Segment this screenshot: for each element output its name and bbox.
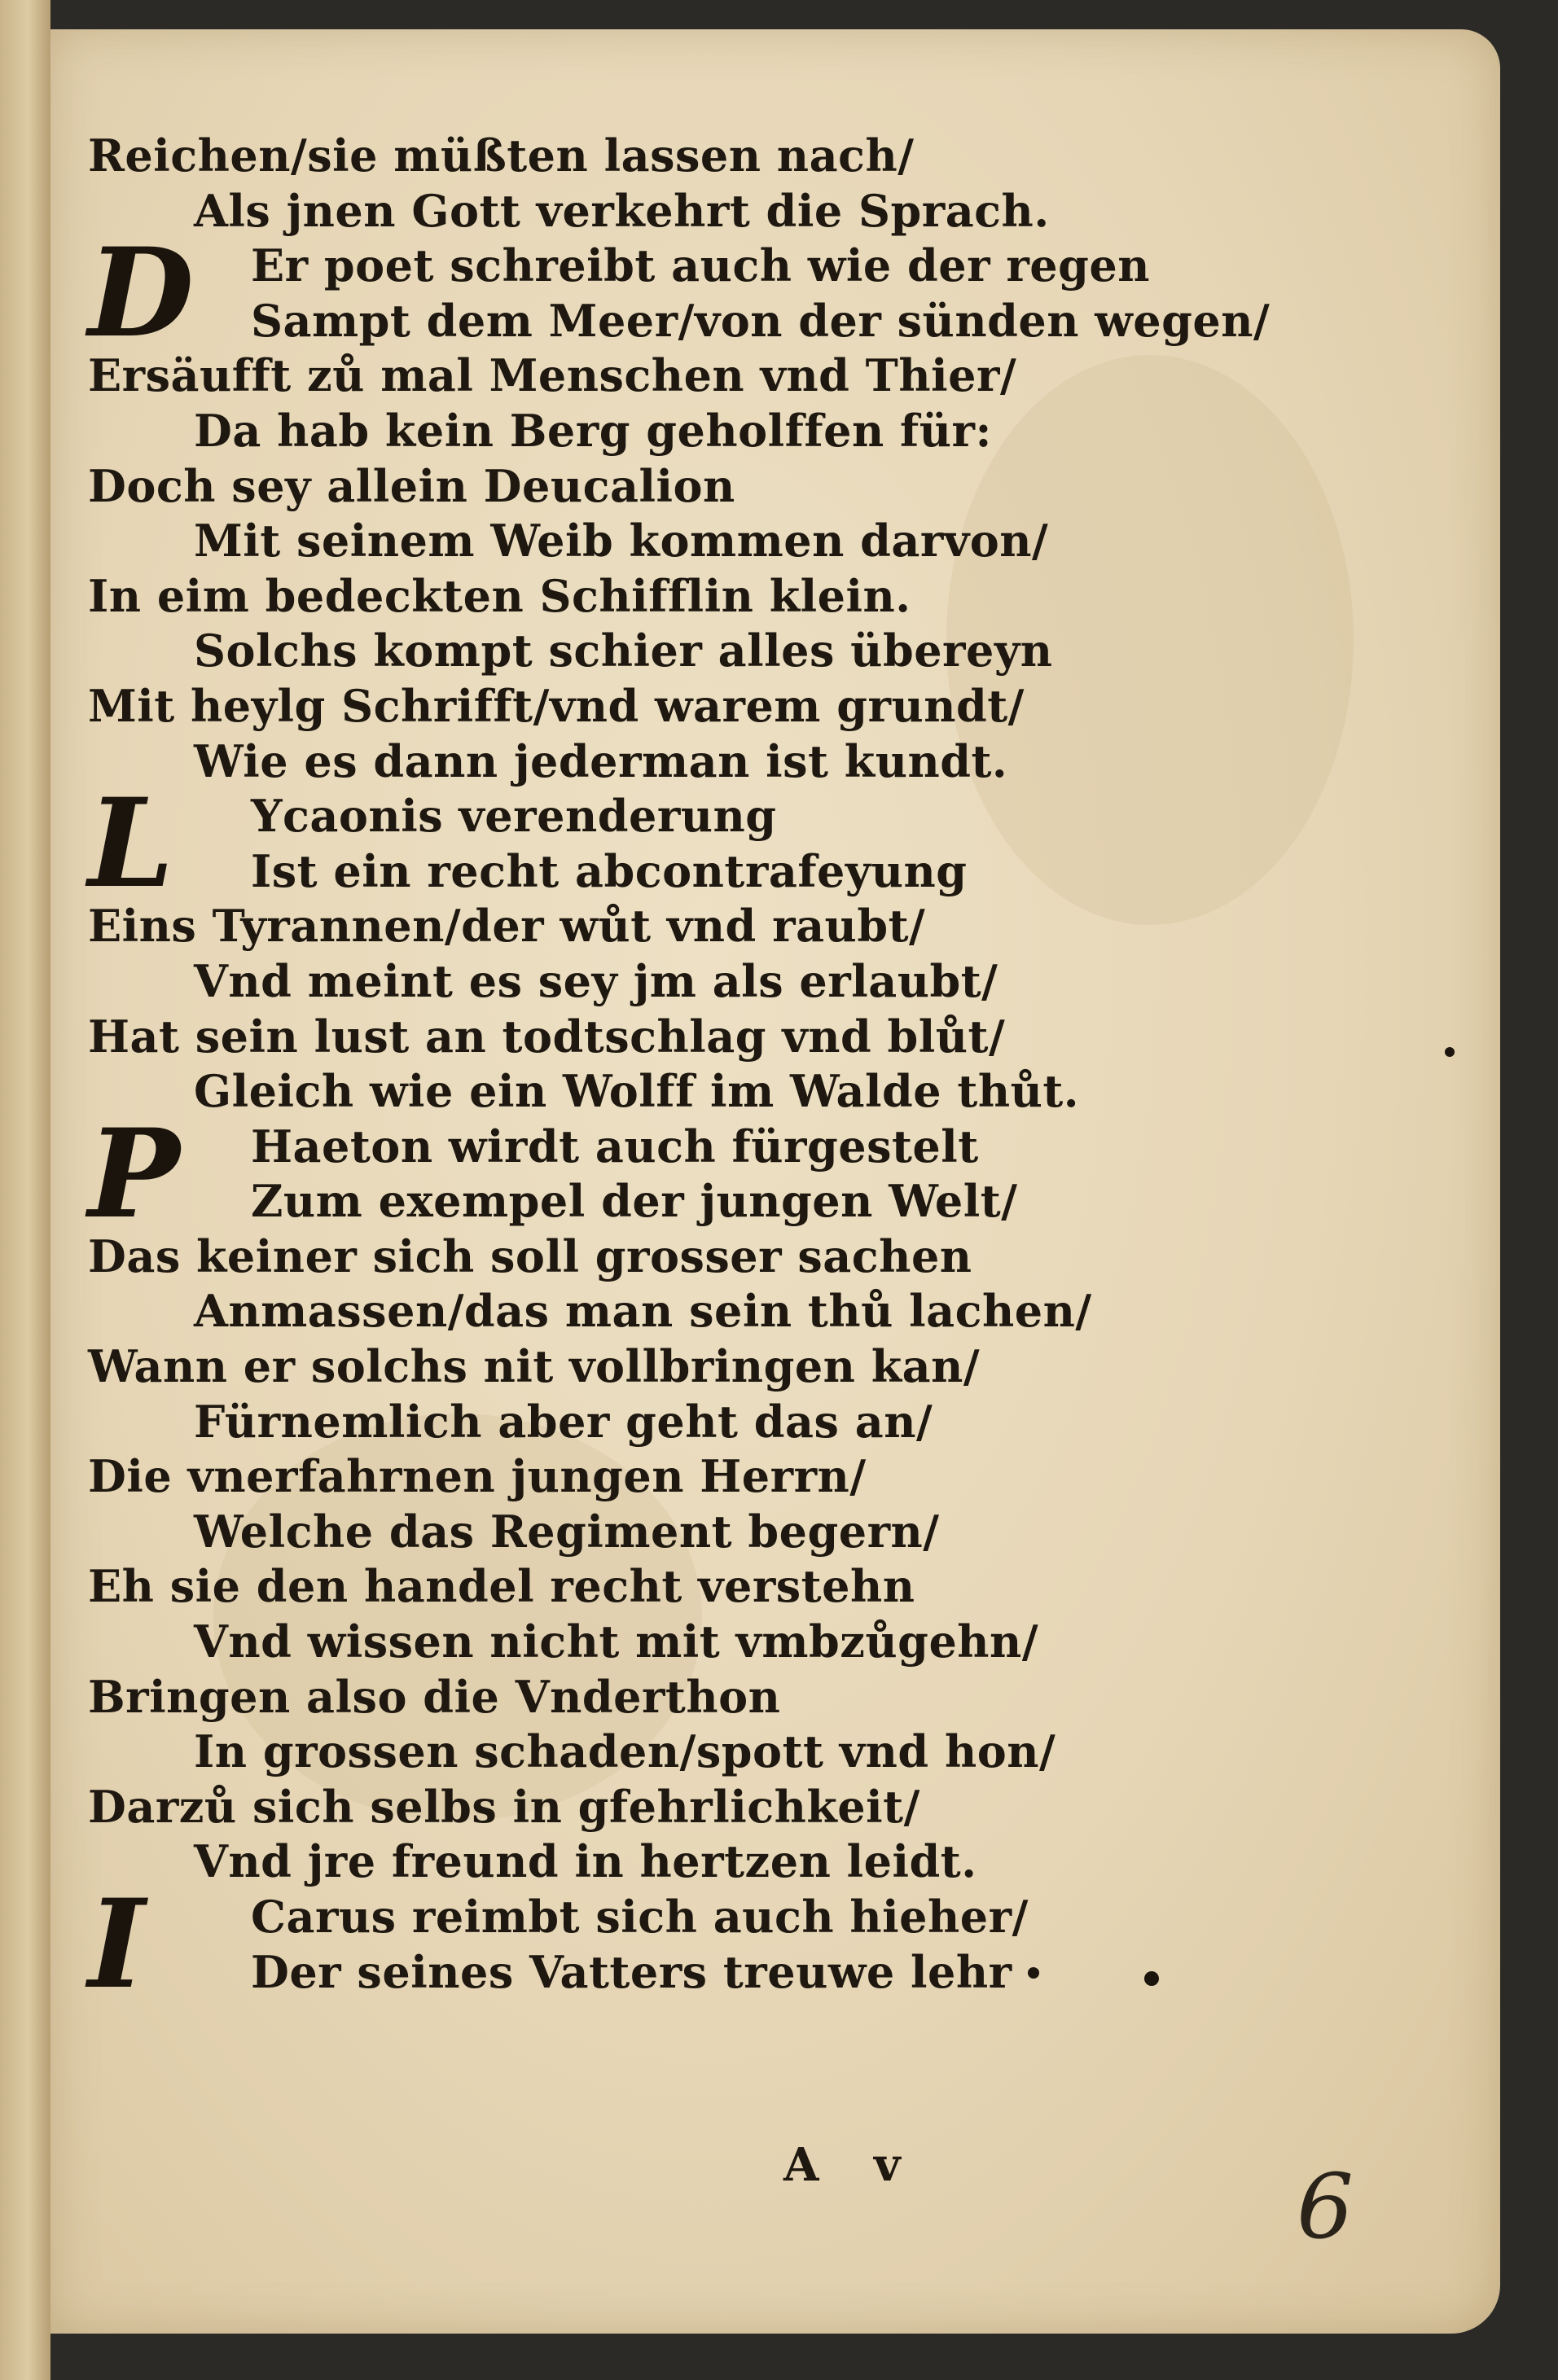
verse-line: Die vnerfahrnen jungen Herrn/ (88, 1450, 867, 1503)
verse-line: Das keiner sich soll grosser sachen (88, 1229, 972, 1282)
verse-line: Haeton wirdt auch fürgestelt (251, 1120, 979, 1172)
verse-line: Eins Tyrannen/der wůt vnd raubt/ (88, 900, 926, 953)
verse-line: Er poet schreibt auch wie der regen (251, 239, 1151, 292)
verse-line: Wann er solchs nit vollbringen kan/ (88, 1340, 981, 1393)
verse-line: Mit heylg Schrifft/vnd warem grundt/ (88, 679, 1025, 732)
ink-dot (1445, 1047, 1455, 1057)
verse-line: Bringen also die Vnderthon (88, 1670, 781, 1723)
verse-line: In grossen schaden/spott vnd hon/ (194, 1725, 1056, 1778)
stanza (88, 1873, 1456, 2016)
verse-line: Eh sie den handel recht verstehn (88, 1560, 915, 1613)
drop-cap-initial: L (88, 772, 174, 916)
verse-line: Da hab kein Berg geholffen für: (194, 404, 992, 457)
signature-mark: A v (783, 2138, 920, 2192)
verse-line: Ersäufft zů mal Menschen vnd Thier/ (88, 349, 1017, 402)
verse-line: Ycaonis verenderung (251, 790, 777, 843)
drop-cap-initial: P (88, 1102, 180, 1246)
stanza (88, 772, 1456, 1120)
verse-line: Vnd wissen nicht mit vmbzůgehn/ (194, 1615, 1039, 1668)
verse-line: Gleich wie ein Wolff im Walde thůt. (194, 1065, 1080, 1118)
ink-dot (1028, 1967, 1039, 1979)
verse-line: Fürnemlich aber geht das an/ (194, 1395, 933, 1448)
verse-line: Vnd jre freund in hertzen leidt. (194, 1835, 977, 1888)
verse-line: Zum exempel der jungen Welt/ (251, 1175, 1018, 1228)
verse-line: Vnd meint es sey jm als erlaubt/ (194, 954, 998, 1007)
verse-line: Carus reimbt sich auch hieher/ (251, 1891, 1029, 1943)
verse-line: Hat sein lust an todtschlag vnd blůt/ (88, 1010, 1006, 1063)
verse-line: Solchs kompt schier alles übereyn (194, 625, 1053, 677)
verse-line: Als jnen Gott verkehrt die Sprach. (194, 184, 1050, 237)
verse-line: Welche das Regiment begern/ (194, 1505, 940, 1558)
poem-text (88, 129, 1456, 2016)
verse-line: In eim bedeckten Schifflin klein. (88, 569, 911, 622)
adjacent-page-edge (0, 0, 50, 2380)
verse-line: Ist ein recht abcontrafeyung (251, 844, 968, 897)
verse-line: Mit seinem Weib kommen darvon/ (194, 515, 1049, 568)
stanza (88, 129, 1456, 239)
verse-line: Anmassen/das man sein thů lachen/ (194, 1285, 1092, 1338)
ink-dot (1144, 1971, 1159, 1986)
stanza (88, 1102, 1456, 1890)
verse-line: Doch sey allein Deucalion (88, 459, 735, 512)
book-page (50, 29, 1500, 2334)
verse-line: Wie es dann jederman ist kundt. (194, 734, 1008, 787)
verse-line: Reichen/sie müßten lassen nach/ (88, 129, 915, 182)
drop-cap-initial: I (88, 1873, 146, 2016)
verse-line: Sampt dem Meer/von der sünden wegen/ (251, 294, 1271, 347)
stanza (88, 221, 1456, 789)
folio-number: 6 (1297, 2154, 1354, 2259)
drop-cap-initial: D (88, 221, 195, 366)
verse-line: Der seines Vatters treuwe lehr (251, 1945, 1012, 1998)
verse-line: Darzů sich selbs in gfehrlichkeit/ (88, 1780, 920, 1833)
